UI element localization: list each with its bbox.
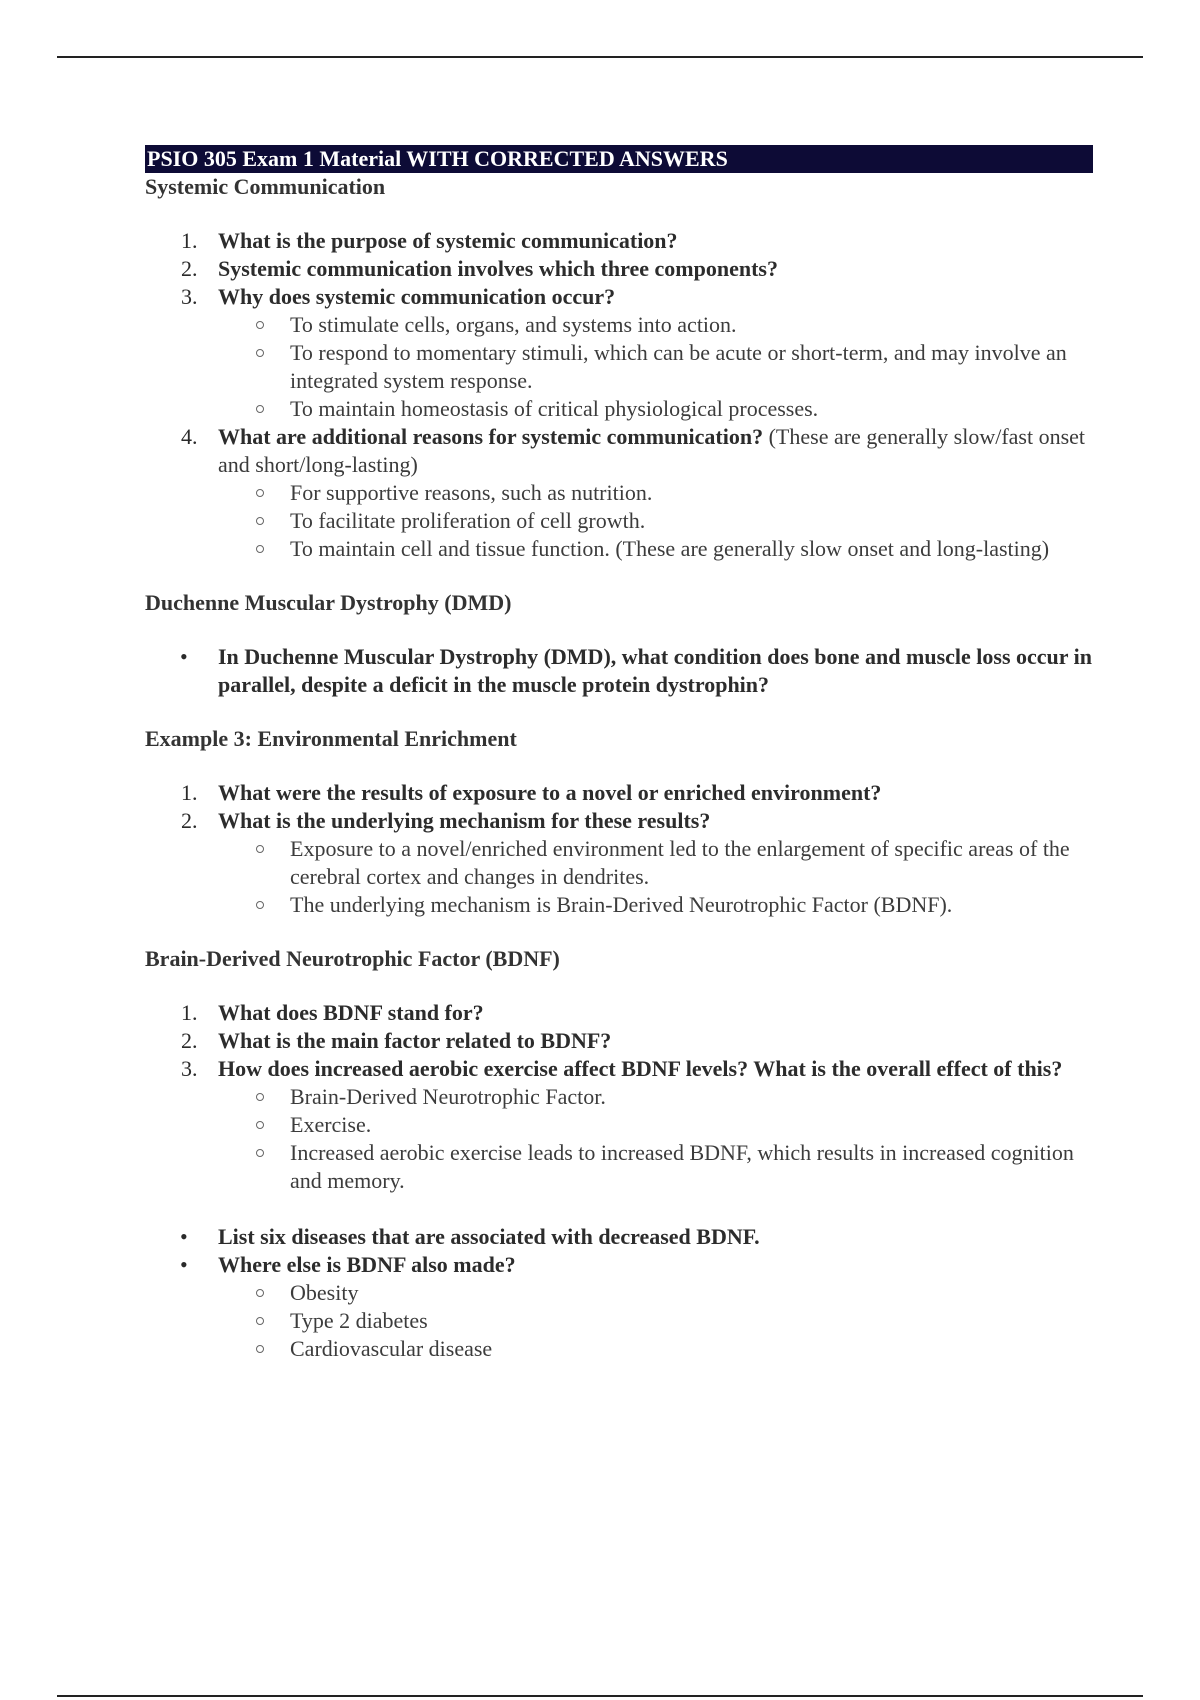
answer-text: Increased aerobic exercise leads to increased BDNF, which results in increased cognition and memory. [290,1140,1074,1193]
question-note: (These are generally slow/fast onset and short/long-lasting) [218,424,1086,477]
question-text: How does increased aerobic exercise affect BDNF levels? What is the overall effect of this? [218,1056,1063,1081]
question-item [145,1027,1093,1055]
answer-text: Brain-Derived Neurotrophic Factor. [290,1084,606,1109]
answer-text: For supportive reasons, such as nutrition. [290,480,653,505]
answer-item [145,1279,1093,1307]
question-text: Why does systemic communication occur? [218,284,616,309]
answer-list [145,1083,1093,1195]
answer-item [145,339,1093,395]
answer-text: Exposure to a novel/enriched environment led to the enlargement of specific areas of the cerebral cortex and changes in dendrites. [290,836,1070,889]
circle-bullet-icon [256,405,264,413]
answer-text: To facilitate proliferation of cell growth. [290,508,646,533]
question-text: In Duchenne Muscular Dystrophy (DMD), what condition does bone and muscle loss occur in parallel, despite a deficit in the muscle protein dystrophin? [218,644,1092,697]
enrichment-question-list [145,779,1093,835]
section-heading-dmd: Duchenne Muscular Dystrophy (DMD) [145,590,512,615]
systemic-question-list-continued [145,423,1093,479]
answer-text: To maintain homeostasis of critical physiological processes. [290,396,819,421]
question-number: 3. [181,1056,198,1081]
question-item [145,423,1093,479]
circle-bullet-icon [256,1121,264,1129]
answer-item [145,535,1093,563]
question-item [145,1055,1093,1083]
dmd-question-list [145,643,1093,699]
document-body [145,145,1093,1363]
answer-item [145,1083,1093,1111]
answer-item [145,507,1093,535]
answer-text: To respond to momentary stimuli, which can be acute or short-term, and may involve an integrated system response. [290,340,1067,393]
circle-bullet-icon [256,517,264,525]
answer-list [145,1279,1093,1363]
bdnf-question-list [145,999,1093,1083]
question-number: 2. [181,808,198,833]
bdnf-bullet-question-list [145,1223,1093,1279]
answer-item [145,1139,1093,1195]
bullet-icon: • [180,1252,188,1277]
answer-list [145,311,1093,423]
systemic-question-list [145,227,1093,311]
question-number: 1. [181,1000,198,1025]
question-number: 2. [181,256,198,281]
question-item [145,807,1093,835]
circle-bullet-icon [256,1149,264,1157]
question-item [145,255,1093,283]
document-title: PSIO 305 Exam 1 Material WITH CORRECTED ANSWERS [145,145,1093,173]
question-number: 3. [181,284,198,309]
circle-bullet-icon [256,321,264,329]
question-text: What is the purpose of systemic communication? [218,228,678,253]
bottom-rule [57,1695,1143,1697]
top-rule [57,56,1143,58]
answer-item [145,835,1093,891]
answer-item [145,395,1093,423]
question-item [145,227,1093,255]
question-item [145,779,1093,807]
answer-list [145,835,1093,919]
spacer [145,1195,1093,1223]
question-number: 4. [181,424,198,449]
question-item [145,1251,1093,1279]
question-item [145,999,1093,1027]
answer-item [145,891,1093,919]
circle-bullet-icon [256,545,264,553]
answer-item [145,1335,1093,1363]
circle-bullet-icon [256,901,264,909]
circle-bullet-icon [256,489,264,497]
answer-text: The underlying mechanism is Brain-Derived Neurotrophic Factor (BDNF). [290,892,953,917]
answer-text: Obesity [290,1280,359,1305]
question-text: Where else is BDNF also made? [218,1252,516,1277]
question-number: 2. [181,1028,198,1053]
circle-bullet-icon [256,1345,264,1353]
circle-bullet-icon [256,349,264,357]
question-item [145,1223,1093,1251]
question-text: What is the main factor related to BDNF? [218,1028,612,1053]
bullet-icon: • [180,1224,188,1249]
question-text: List six diseases that are associated with decreased BDNF. [218,1224,760,1249]
circle-bullet-icon [256,1289,264,1297]
question-text: What does BDNF stand for? [218,1000,484,1025]
section-heading-environmental-enrichment: Example 3: Environmental Enrichment [145,726,517,751]
question-text: Systemic communication involves which three components? [218,256,778,281]
question-number: 1. [181,228,198,253]
answer-item [145,1307,1093,1335]
question-item [145,643,1093,699]
circle-bullet-icon [256,1093,264,1101]
answer-item [145,479,1093,507]
answer-list [145,479,1093,563]
answer-item [145,311,1093,339]
answer-text: Cardiovascular disease [290,1336,493,1361]
question-text: What are additional reasons for systemic communication? [218,424,764,449]
section-heading-bdnf: Brain-Derived Neurotrophic Factor (BDNF) [145,946,560,971]
answer-item [145,1111,1093,1139]
answer-text: To maintain cell and tissue function. (These are generally slow onset and long-lasting) [290,536,1050,561]
question-item [145,283,1093,311]
circle-bullet-icon [256,845,264,853]
question-text: What is the underlying mechanism for these results? [218,808,711,833]
answer-text: To stimulate cells, organs, and systems into action. [290,312,737,337]
circle-bullet-icon [256,1317,264,1325]
bullet-icon: • [180,644,188,669]
question-text: What were the results of exposure to a novel or enriched environment? [218,780,882,805]
section-heading-systemic-communication: Systemic Communication [145,174,386,199]
answer-text: Exercise. [290,1112,372,1137]
answer-text: Type 2 diabetes [290,1308,428,1333]
question-number: 1. [181,780,198,805]
